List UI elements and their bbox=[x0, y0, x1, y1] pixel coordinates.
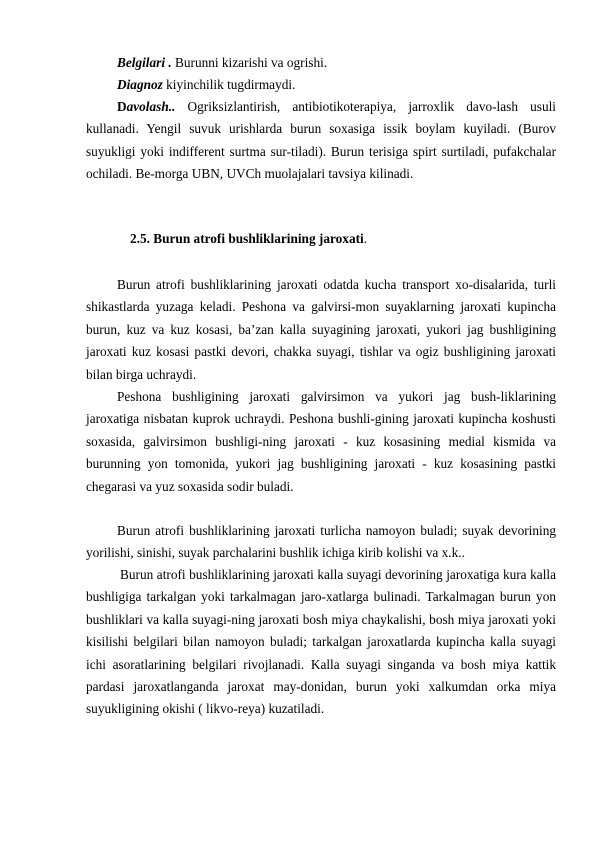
paragraph-frontal-sinus: Peshona bushligining jaroxati galvirsimon va yukori jag bush-liklarining jaroxatiga nisbatan kuprok uchraydi. Peshona bushli-gining jaroxati kupincha koshusti soxasida, galvirsimon bushligi-ning jaroxati - kuz kosasining medial kismida va burunning yon tomonida, yukori jag bushligining jaroxati - kuz kosasining pastki chegarasi va yuz soxasida sodir buladi. bbox=[86, 389, 556, 494]
signs-label: Belgilari . bbox=[117, 55, 172, 70]
diagnosis-text: kiyinchilik tugdirmaydi. bbox=[162, 77, 296, 92]
paragraph-treatment bbox=[86, 96, 556, 186]
paragraph-diagnosis bbox=[86, 74, 556, 96]
section-heading-text: 2.5. Burun atrofi bushliklarining jaroxati bbox=[130, 231, 364, 246]
paragraph-signs bbox=[86, 52, 556, 74]
treatment-label: avolash.. bbox=[126, 99, 176, 114]
diagnosis-label: Diagnoz bbox=[117, 77, 163, 92]
treatment-label-initial: D bbox=[117, 99, 127, 114]
signs-text: Burunni kizarishi va ogrishi. bbox=[171, 55, 328, 70]
paragraph-classification: Burun atrofi bushliklarining jaroxati kalla suyagi devorining jaroxatiga kura kalla bushligiga tarkalgan yoki tarkalmagan jaro-xatlarga bulinadi. Tarkalmagan burun yon bushliklari va kalla suyagi-ning jaroxati bosh miya chaykalishi, bosh miya jaroxati yoki kisilishi belgilari bilan namoyon buladi; tarkalgan jaroxatlarda kupincha kalla suyagi ichi asoratlarining belgilari rivojlanadi. Kalla suyagi singanda va bosh miya kattik pardasi jaroxatlanganda jaroxat may-donidan, burun yoki xalkumdan orka miya suyukligining okishi ( likvo-reya) kuzatiladi. bbox=[86, 567, 556, 717]
paragraph-injury-overview: Burun atrofi bushliklarining jaroxati odatda kucha transport xo-disalarida, turli shikastlarda yuzaga keladi. Peshona va galvirsi-mon suyaklarning jaroxati kupincha burun, kuz va kuz kosasi, ba’zan kalla suyagining jaroxati, yukori jag bushligining jaroxati kuz kosasi pastki devori, chakka suyagi, tishlar va ogiz bushligining jaroxati bilan birga uchraydi. bbox=[86, 277, 556, 382]
section-heading-dot: . bbox=[363, 231, 368, 246]
treatment-text: Ogriksizlantirish, antibiotikoterapiya, jarroxlik davo-lash usuli kullanadi. Yengil suvuk urishlarda burun soxasiga issik boylam kuyiladi. (Burov suyukligi yoki indifferent surtma sur-tiladi). Burun terisiga spirt surtiladi, pufakchalar ochiladi. Be-morga UBN, UVCh muolajalari tavsiya kilinadi. bbox=[86, 99, 556, 182]
section-heading bbox=[130, 228, 367, 250]
paragraph-manifestations: Burun atrofi bushliklarining jaroxati turlicha namoyon buladi; suyak devorining yorilishi, sinishi, suyak parchalarini bushlik ichiga kirib kolishi va x.k.. bbox=[86, 523, 556, 561]
